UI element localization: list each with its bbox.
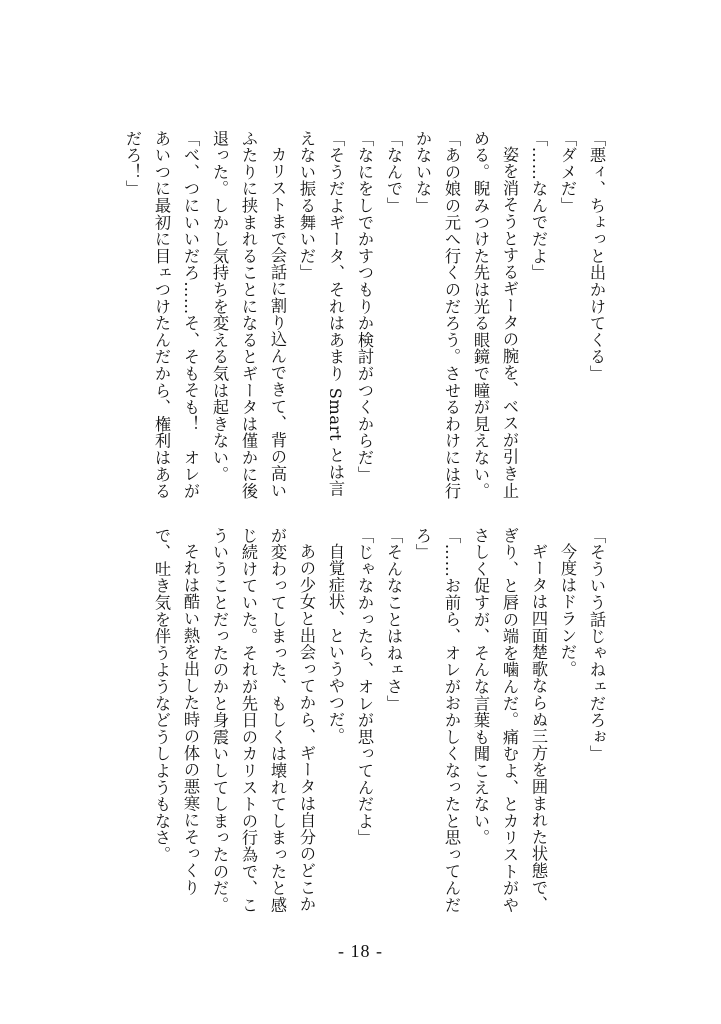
dialogue-line: 「悪ィ、ちょっと出かけてくる」 xyxy=(587,130,606,382)
upper-text-block xyxy=(118,130,611,508)
dialogue-line: 「……お前ら、オレがおかしくなったと思ってんだろ」 xyxy=(413,527,461,914)
dialogue-line: 「そうだよギータ、それはあまり Smart とは言えない振る舞いだ」 xyxy=(297,130,345,498)
dialogue-line: 「そういう話じゃねェだろぉ」 xyxy=(587,527,606,763)
narration-paragraph: それは酷い熱を出した時の体の悪寒にそっくりで、吐き気を伴うようなどうしようもなさ。 xyxy=(152,527,200,896)
lower-text-block xyxy=(147,527,611,919)
narration-paragraph: 自覚症状、というやつだ。 xyxy=(326,543,345,745)
narration-paragraph: 姿を消そうとするギータの腕を、ベスが引き止める。睨みつけた先は光る眼鏡で瞳が見えない。 xyxy=(471,130,519,500)
narration-paragraph: 今度はドランだ。 xyxy=(558,543,577,678)
page-number: - 18 - xyxy=(338,941,383,961)
narration-paragraph: カリストまで会話に割り込んできて、背の高いふたりに挟まれることになるとギータは僅かに後退った。しかし気持ちを変える気は起きない。 xyxy=(210,130,287,500)
dialogue-line: 「そんなことはねェさ」 xyxy=(384,527,403,712)
dialogue-line: 「なんで」 xyxy=(384,130,403,214)
dialogue-line: 「あの娘の元へ行くのだろう。させるわけには行かないな」 xyxy=(413,130,461,500)
narration-paragraph: ギータは四面楚歌ならぬ三方を囲まれた状態で、ぎり、と唇の端を噛んだ。痛むよ、とカリストがやさしく促すが、そんな言葉も聞こえない。 xyxy=(471,527,548,914)
dialogue-line: 「べ、つにいいだろ……そ、そもそも！ オレがあいつに最初に目ェつけたんだから、権利はあるだろ！」 xyxy=(123,130,200,500)
narration-paragraph: あの少女と出会ってから、ギータは自分のどこかが変わってしまった、もしくは壊れてしまったと感じ続けていた。それが先日のカリストの行為で、こういうことだったのかと身震いしてしまったのだ。 xyxy=(210,527,316,914)
dialogue-line: 「なにをしでかすつもりか検討がつくからだ」 xyxy=(355,130,374,483)
dialogue-line: 「……なんでだよ」 xyxy=(529,130,548,282)
dialogue-line: 「ダメだ」 xyxy=(558,130,577,214)
dialogue-line: 「じゃなかったら、オレが思ってんだよ」 xyxy=(355,527,374,847)
